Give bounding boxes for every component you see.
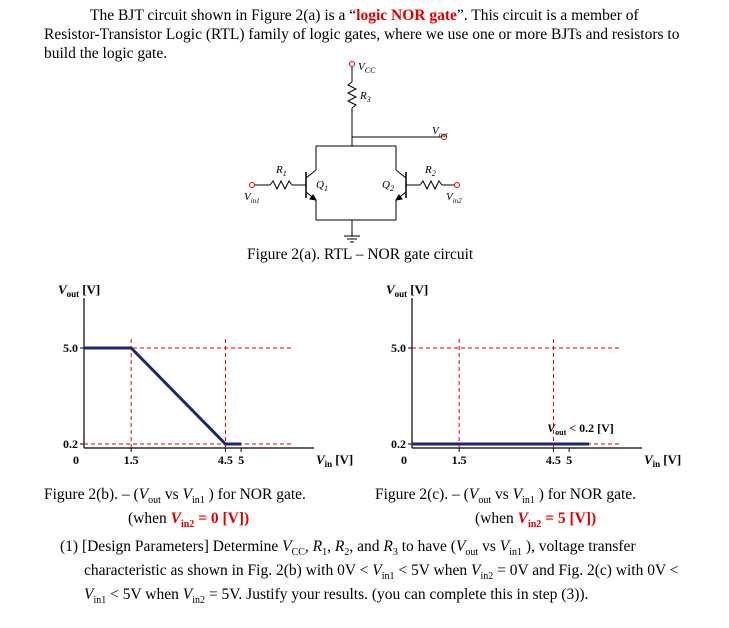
- label-q2: $Q_2$: [382, 179, 394, 193]
- y-tick-label: 0.2: [391, 437, 406, 451]
- label-vout: $V_{out}$: [432, 125, 448, 139]
- curve-point: [569, 444, 570, 445]
- curve-point: [241, 444, 242, 445]
- vin1-terminal: [250, 183, 255, 188]
- x-tick-label: 0: [73, 453, 79, 467]
- x-tick-label: 1.5: [123, 453, 139, 467]
- y-axis-label: $V_{out}$ [V]: [386, 282, 429, 299]
- r2-resistor: [420, 181, 442, 189]
- x-axis-label: $V_{in}$ [V]: [644, 452, 682, 469]
- y-axis-label: $V_{out}$ [V]: [58, 282, 101, 299]
- figure-2b-caption: Figure 2(b). – ($V_{out}$ vs $V_{in1}$ ) for NOR gate. (when $V_{in2} = 0$ [V]): [44, 486, 306, 531]
- curve-point: [225, 444, 226, 445]
- x-tick-label: 5: [238, 453, 245, 467]
- label-q1: $Q_1$: [316, 179, 328, 193]
- vout-annotation: $V_{out} < 0.2$ [V]: [547, 421, 614, 437]
- intro-paragraph: [44, 6, 714, 63]
- x-tick-label: 5: [566, 453, 573, 467]
- y-tick-label: 5.0: [391, 341, 406, 355]
- intro-line-2: Resistor-Transistor Logic (RTL) family of logic gates, where we use one or more BJTs and resistors to: [44, 26, 680, 43]
- label-r2: $R_2$: [425, 164, 436, 178]
- curve-point: [412, 444, 413, 445]
- highlight-logic-nor: logic NOR gate: [356, 7, 457, 24]
- chart-figure-2b: [40, 282, 354, 472]
- x-tick-label: 0: [401, 453, 407, 467]
- circuit-diagram: [220, 60, 520, 270]
- chart-figure-2c: [368, 282, 682, 472]
- curve-point: [84, 348, 85, 349]
- vcc-terminal: [350, 62, 355, 67]
- question-paragraph: (1) [Design Parameters] Determine $V_{CC}$, $R_1$, $R_2$, and $R_3$ to have ($V_{out}$ vs $V_{in1}$ ), voltage transfer characteristic as shown in Fig. 2(b) with $0V < V_{in1} < 5V$ when $V_{in2} = 0V$ and Fig. 2(c) with 0V < $V_{in1} < 5V$ when $V_{in2} = 5V$. Justify your results. (you can complete this in step (3)).: [60, 538, 679, 607]
- x-tick-label: 4.5: [217, 453, 233, 467]
- x-tick-label: 1.5: [451, 453, 467, 467]
- r3-resistor: [348, 82, 356, 108]
- intro-line-3: build the logic gate.: [44, 45, 168, 62]
- figure-2c-caption: Figure 2(c). – ($V_{out}$ vs $V_{in1}$ ) for NOR gate. (when $V_{in2} = 5$ [V]): [375, 486, 637, 531]
- y-tick-label: 5.0: [63, 341, 78, 355]
- label-vcc: $V_{CC}$: [358, 61, 376, 75]
- r1-resistor: [270, 181, 292, 189]
- transfer-curve: [84, 348, 241, 444]
- vin2-terminal: [455, 183, 460, 188]
- x-tick-label: 4.5: [545, 453, 561, 467]
- label-r3: $R_3$: [360, 90, 371, 104]
- label-vin2: $V_{in2}$: [446, 191, 462, 205]
- y-tick-label: 0.2: [63, 437, 78, 451]
- label-r1: $R_1$: [276, 164, 287, 178]
- label-vin1: $V_{in1}$: [244, 191, 260, 205]
- figure-2a-caption: Figure 2(a). RTL – NOR gate circuit: [247, 246, 474, 263]
- intro-line-1: The BJT circuit shown in Figure 2(a) is a “logic NOR gate”. This circuit is a member of: [90, 7, 639, 24]
- x-axis-label: $V_{in}$ [V]: [316, 452, 354, 469]
- curve-point: [131, 348, 132, 349]
